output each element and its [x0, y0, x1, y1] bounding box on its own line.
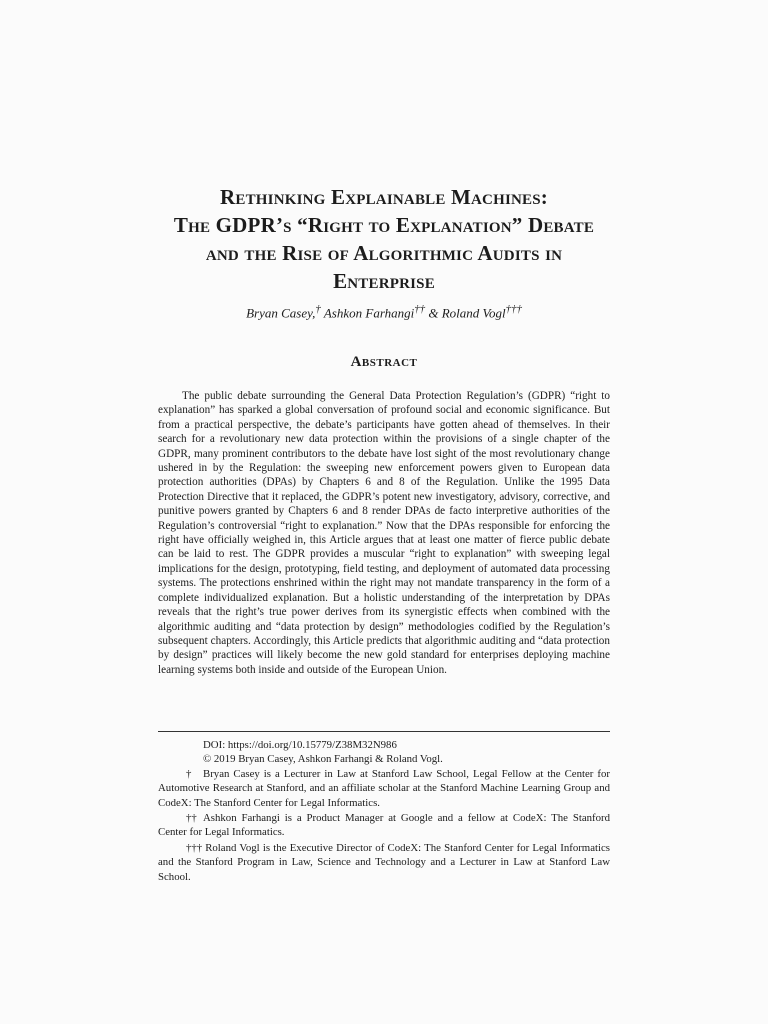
doi-line: DOI: https://doi.org/10.15779/Z38M32N986 [203, 739, 397, 751]
footnote-mark: † [186, 767, 192, 780]
footnote-vogl [158, 841, 610, 884]
footnote-casey [158, 767, 610, 810]
author-conjunction: & [428, 305, 439, 321]
footnote-text: Roland Vogl is the Executive Director of CodeX: The Stanford Center for Legal Informatics and the Stanford Program in Law, Science and Technology and a Lecturer in Law at Stanford Law School. [158, 841, 610, 883]
author-farhangi-mark: †† [414, 303, 426, 315]
author-vogl-mark: ††† [505, 303, 522, 315]
footnote-text: Bryan Casey is a Lecturer in Law at Stanford Law School, Legal Fellow at the Center for Automotive Research at Stanford, and an affiliate scholar at the Stanford Machine Learning Group and CodeX: The Stanford Center for Legal Informatics. [158, 767, 610, 809]
author-casey-mark: † [315, 303, 321, 315]
footnote-mark: ††† [186, 841, 203, 854]
author-casey: Bryan Casey, [246, 305, 316, 321]
footnote-divider [158, 731, 610, 732]
footnotes [158, 738, 610, 884]
footnote-farhangi [158, 811, 610, 840]
copyright-line: © 2019 Bryan Casey, Ashkon Farhangi & Roland Vogl. [203, 753, 443, 766]
title-block [0, 183, 768, 322]
author-vogl: Roland Vogl [441, 305, 506, 321]
author-farhangi: Ashkon Farhangi [323, 305, 415, 321]
footnote-text: Ashkon Farhangi is a Product Manager at Google and a fellow at CodeX: The Stanford Center for Legal Informatics. [158, 812, 610, 839]
title-line-3: and the Rise of Algorithmic Audits in [205, 241, 563, 265]
title-line-2: The GDPR’s “Right to Explanation” Debate [173, 213, 595, 237]
abstract-heading: Abstract [350, 354, 418, 370]
footnote-mark: †† [186, 812, 197, 825]
title-line-4: Enterprise [333, 269, 435, 293]
title-line-1: Rethinking Explainable Machines: [220, 185, 548, 209]
abstract-body: The public debate surrounding the General Data Protection Regulation’s (GDPR) “right to explanation” has sparked a global conversation of profound social and economic significance. But from a practical perspective, the debate’s participants have gotten ahead of themselves. In their search for a revolutionary new data protection within the provisions of a single chapter of the GDPR, many prominent contributors to the debate have lost sight of the most revolutionary change ushered in by the Regulation: the sweeping new enforcement powers given to European data protection authorities (DPAs) by Chapters 6 and 8 of the Regulation. Unlike the 1995 Data Protection Directive that it replaced, the GDPR’s potent new investigatory, advisory, corrective, and punitive powers granted by Chapters 6 and 8 render DPAs de facto interpretive authorities of the Regulation’s controversial “right to explanation.” Now that the DPAs responsible for enforcing the right have officially weighed in, this Article argues that at least one matter of fierce public debate can be laid to rest. The GDPR provides a muscular “right to explanation” with sweeping legal implications for the design, prototyping, field testing, and deployment of automated data processing systems. The protections enshrined within the right may not mandate transparency in the form of a complete individualized explanation. But a holistic understanding of the interpretation by DPAs reveals that the right’s true power derives from its synergistic effects when combined with the algorithmic auditing and “data protection by design” methodologies codified by the Regulation’s subsequent chapters. Accordingly, this Article predicts that algorithmic auditing and “data protection by design” practices will likely become the new gold standard for enterprises deploying machine learning systems both inside and outside of the European Union. [158, 390, 610, 676]
author-line [0, 300, 768, 322]
